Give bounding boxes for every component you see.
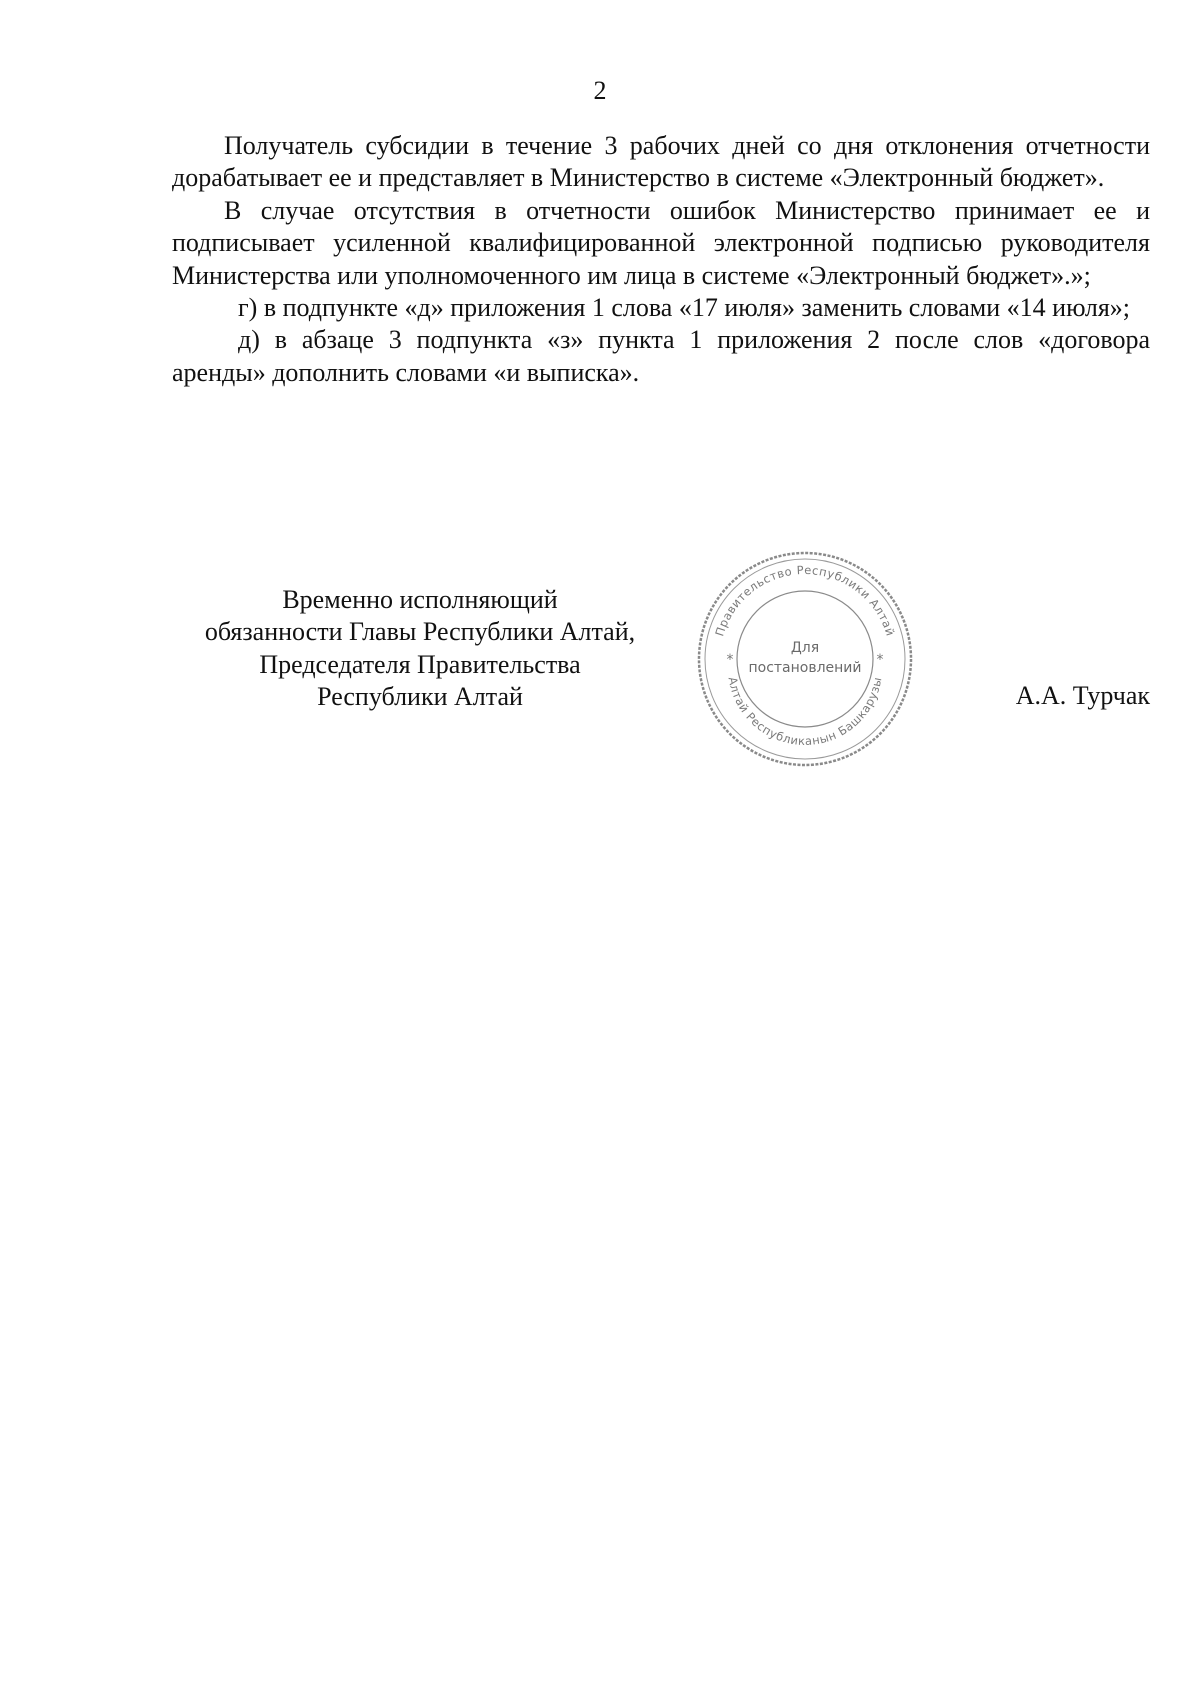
stamp-star-left: *	[726, 652, 734, 668]
stamp-seal	[694, 548, 916, 770]
position-line-2: обязанности Главы Республики Алтай,	[204, 617, 636, 647]
position-line-4: Республики Алтай	[317, 682, 523, 712]
paragraph-3: г) в подпункте «д» приложения 1 слова «17 июля» заменить словами «14 июля»;	[238, 293, 1131, 323]
signer-name: А.А. Турчак	[1015, 681, 1150, 710]
stamp-inner-ring	[737, 591, 873, 727]
page-number: 2	[593, 76, 607, 105]
paragraph-4: д) в абзаце 3 подпункта «з» пункта 1 приложения 2 после слов «договора аренды» дополнить словами «и выписка».	[172, 325, 1150, 387]
paragraph-2: В случае отсутствия в отчетности ошибок Министерство принимает ее и подписывает усиленной квалифицированной электронной подписью руководителя Министерства или уполномоченного им лица в системе «Электронный бюджет».»;	[172, 195, 1150, 290]
paragraph-1: Получатель субсидии в течение 3 рабочих дней со дня отклонения отчетности дорабатывает ее и представляет в Министерство в системе «Электронный бюджет».	[172, 131, 1150, 193]
stamp-outer-text-bottom: Алтай Республиканын Башкарузы	[725, 675, 885, 749]
stamp-center-line-2: постановлений	[748, 660, 862, 676]
stamp-outer-text: Правительство Республики Алтай	[712, 562, 898, 638]
stamp-star-right: *	[876, 652, 884, 668]
position-line-3: Председателя Правительства	[259, 649, 581, 679]
signatory-position	[160, 584, 680, 714]
stamp-second-ring	[705, 559, 905, 759]
official-stamp	[694, 548, 916, 770]
position-line-1: Временно исполняющий	[282, 585, 558, 614]
document-body	[172, 130, 1150, 389]
stamp-center-line-1: Для	[790, 640, 820, 656]
